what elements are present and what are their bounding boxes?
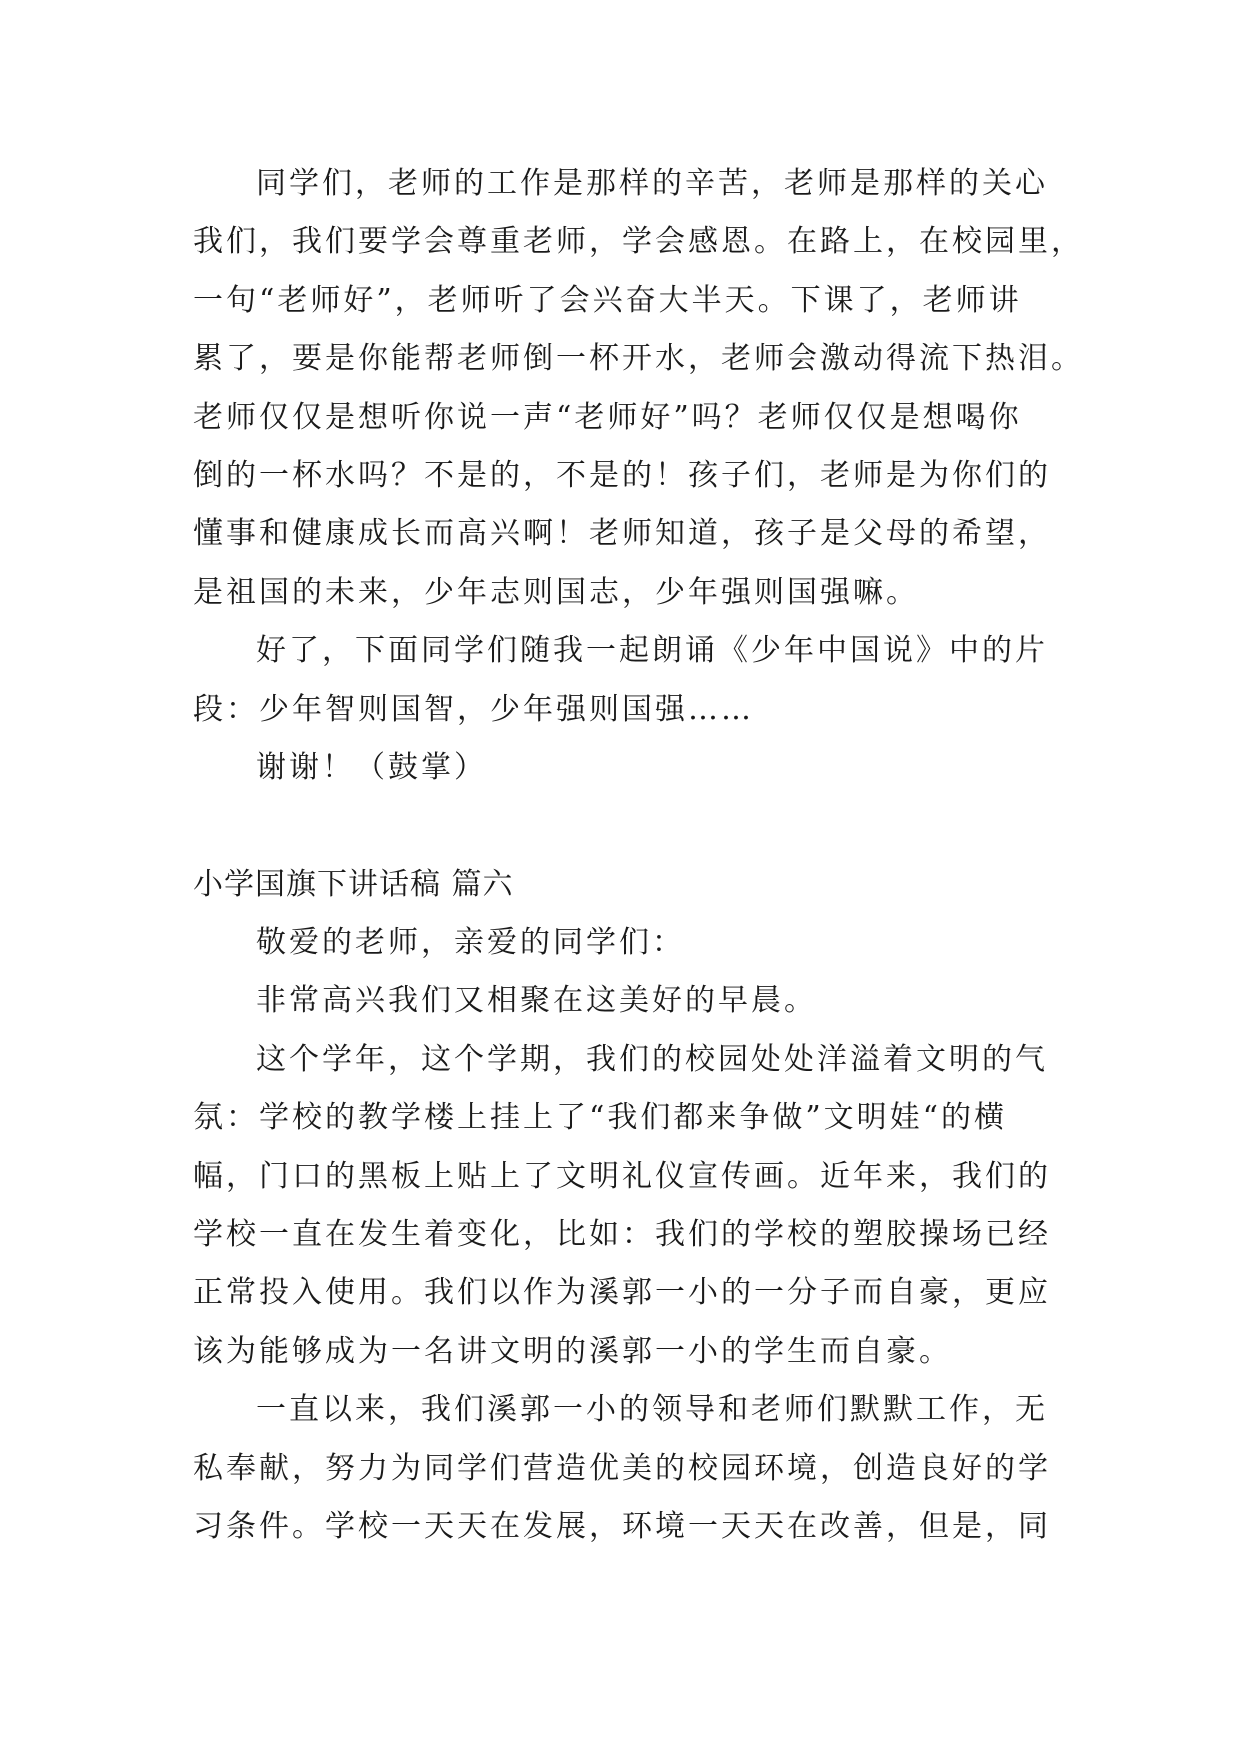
text-line: 私奉献，努力为同学们营造优美的校园环境，创造良好的学 bbox=[193, 1450, 1051, 1486]
text-line: 习条件。学校一天天在发展，环境一天天在改善，但是，同 bbox=[193, 1508, 1051, 1544]
text-line: 老师仅仅是想听你说一声“老师好”吗？老师仅仅是想喝你 bbox=[193, 399, 1022, 435]
text-line: 氛：学校的教学楼上挂上了“我们都来争做”文明娃“的横 bbox=[193, 1100, 1008, 1136]
paragraph bbox=[193, 1031, 1061, 1381]
text-line: 懂事和健康成长而高兴啊！老师知道，孩子是父母的希望， bbox=[193, 516, 1051, 552]
text-line: 我们，我们要学会尊重老师，学会感恩。在路上，在校园里， bbox=[193, 224, 1084, 260]
paragraph bbox=[193, 1381, 1061, 1556]
text-line: 是祖国的未来，少年志则国志，少年强则国强嘛。 bbox=[193, 574, 919, 610]
text-line: 同学们，老师的工作是那样的辛苦，老师是那样的关心 bbox=[256, 166, 1048, 201]
text-line: 倒的一杯水吗？不是的，不是的！孩子们，老师是为你们的 bbox=[193, 457, 1051, 493]
text-line: 一句“老师好”，老师听了会兴奋大半天。下课了，老师讲 bbox=[193, 282, 1022, 318]
paragraph bbox=[193, 622, 1061, 739]
text-line: 谢谢！（鼓掌） bbox=[256, 749, 487, 785]
text-line: 学校一直在发生着变化，比如：我们的学校的塑胶操场已经 bbox=[193, 1217, 1051, 1253]
text-line: 敬爱的老师，亲爱的同学们： bbox=[256, 925, 685, 961]
paragraph bbox=[193, 914, 1061, 972]
paragraph bbox=[193, 972, 1061, 1030]
text-line: 幅，门口的黑板上贴上了文明礼仪宣传画。近年来，我们的 bbox=[193, 1158, 1051, 1194]
text-line: 段：少年智则国智，少年强则国强…… bbox=[193, 691, 754, 727]
section-heading: 小学国旗下讲话稿 篇六 bbox=[193, 866, 514, 902]
text-line: 该为能够成为一名讲文明的溪郭一小的学生而自豪。 bbox=[193, 1333, 952, 1369]
document-body bbox=[193, 155, 1084, 1556]
text-line: 好了，下面同学们随我一起朗诵《少年中国说》中的片 bbox=[256, 633, 1048, 669]
text-line: 正常投入使用。我们以作为溪郭一小的一分子而自豪，更应 bbox=[193, 1275, 1051, 1311]
text-line: 累了，要是你能帮老师倒一杯开水，老师会激动得流下热泪。 bbox=[193, 341, 1084, 377]
paragraph bbox=[193, 739, 1061, 797]
text-line: 非常高兴我们又相聚在这美好的早晨。 bbox=[256, 983, 817, 1019]
text-line: 一直以来，我们溪郭一小的领导和老师们默默工作，无 bbox=[256, 1392, 1048, 1428]
text-line: 这个学年，这个学期，我们的校园处处洋溢着文明的气 bbox=[256, 1041, 1048, 1077]
paragraph bbox=[193, 155, 1084, 622]
blank-line bbox=[193, 797, 1061, 855]
